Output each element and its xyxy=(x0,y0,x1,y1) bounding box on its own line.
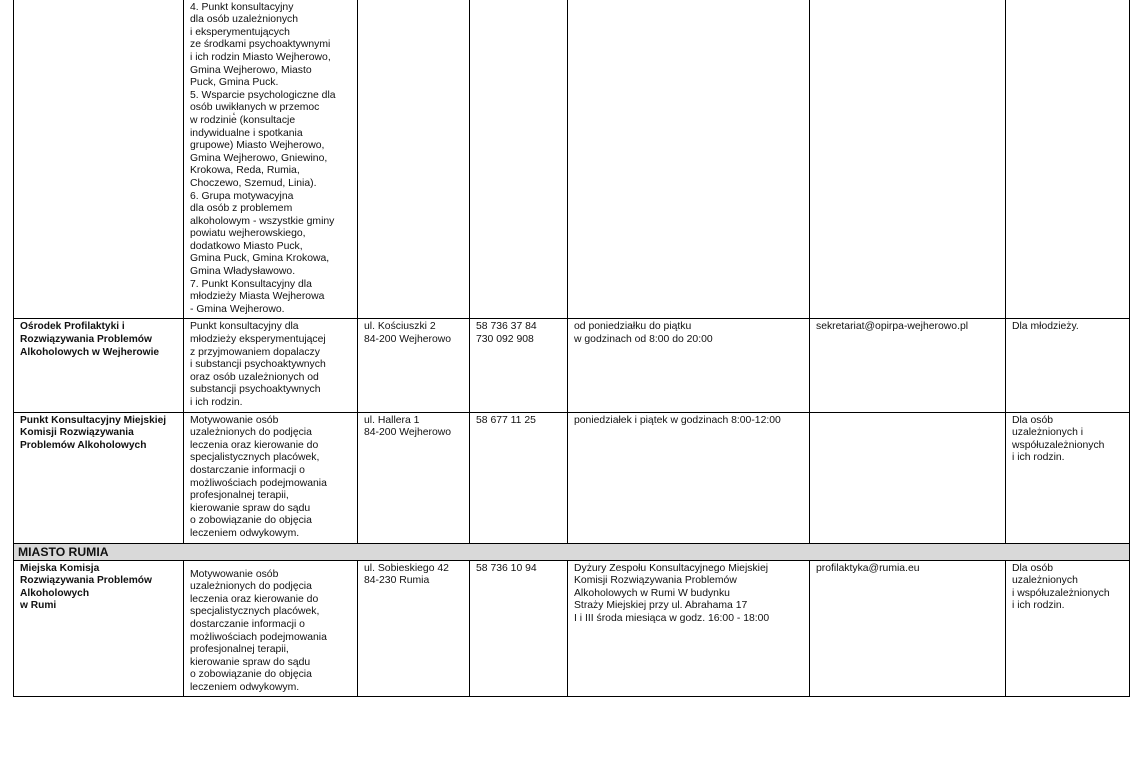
text-line: i współuzależnionych xyxy=(1012,587,1110,599)
text-line: Alkoholowych w Wejherowie xyxy=(20,346,160,358)
table-row xyxy=(14,319,1130,412)
text-line: młodzieży eksperymentującej xyxy=(190,334,326,346)
text-line: Choczewo, Szemud, Linia). xyxy=(190,177,317,189)
text-line: oraz osób uzależnionych od xyxy=(190,371,319,383)
text-line: Problemów Alkoholowych xyxy=(20,439,147,451)
text-line: specjalistycznych placówek, xyxy=(190,452,320,464)
text-line: 4. Punkt konsultacyjny xyxy=(190,1,294,13)
offer-cell xyxy=(184,412,358,543)
text-line: młodzieży Miasta Wejherowa xyxy=(190,291,325,303)
text-line: Straży Miejskiej przy ul. Abrahama 17 xyxy=(574,600,748,612)
text-line: możliwościach podejmowania xyxy=(190,631,327,643)
text-line xyxy=(1016,0,1125,2)
text-line: Alkoholowych xyxy=(20,587,90,599)
text-line: Komisji Rozwiązywania Problemów xyxy=(574,575,737,587)
text-line: uzależnionych xyxy=(1012,575,1078,587)
text-line: leczenia oraz kierowanie do xyxy=(190,439,319,451)
text-line: od poniedziałku do piątku xyxy=(574,321,692,333)
text-line: Gmina Władysławowo. xyxy=(190,266,296,278)
text-line: dla osób z problemem xyxy=(190,203,293,215)
text-line: indywidualne i spotkania xyxy=(190,127,303,139)
text-line: alkoholowym - wszystkie gminy xyxy=(190,215,335,227)
organization-cell xyxy=(14,319,184,412)
text-line: profesjonalnej terapii, xyxy=(190,644,289,656)
text-line: i eksperymentujących xyxy=(190,26,290,38)
text-line: Komisji Rozwiązywania xyxy=(20,427,134,439)
text-line: poniedziałek i piątek w godzinach 8:00-12:00 xyxy=(574,414,781,426)
table-row-continued xyxy=(14,0,1130,319)
text-line: Dla osób xyxy=(1012,562,1054,574)
text-line: Krokowa, Reda, Rumia, xyxy=(190,165,300,177)
support-services-table xyxy=(13,0,1130,697)
text-line: Punkt Konsultacyjny Miejskiej xyxy=(20,414,167,426)
text-line: dostarczanie informacji o xyxy=(190,618,305,630)
email-cell: profilaktyka@rumia.eu xyxy=(810,560,1006,697)
text-line: powiatu wejherowskiego, xyxy=(190,228,306,240)
text-line: w Rumi xyxy=(20,600,57,612)
address-cell xyxy=(358,319,470,412)
offer-cell xyxy=(184,319,358,412)
text-line: ul. Sobieskiego 42 xyxy=(364,562,449,574)
text-line: i ich rodzin. xyxy=(1012,600,1065,612)
text-line: uzależnionych do podjęcia xyxy=(190,427,312,439)
text-line: Gmina Wejherowo, Gniewino, xyxy=(190,152,328,164)
text-line: I i III środa miesiąca w godz. 16:00 - 18:00 xyxy=(574,612,770,624)
text-line: w rodzinie̒ (konsultacje xyxy=(190,114,296,126)
text-line: o zobowiązanie do objęcia xyxy=(190,515,312,527)
text-line: z przyjmowaniem dopalaczy xyxy=(190,346,320,358)
table-row xyxy=(14,412,1130,543)
text-line: Dyżury Zespołu Konsultacyjnego Miejskiej xyxy=(574,562,769,574)
text-line: profesjonalnej terapii, xyxy=(190,490,289,502)
text-line: Dla młodzieży. xyxy=(1012,321,1079,333)
hours-cell xyxy=(568,0,810,319)
offer-cell xyxy=(184,0,358,319)
hours-cell xyxy=(568,319,810,412)
text-line: w godzinach od 8:00 do 20:00 xyxy=(574,334,713,346)
text-line: kierowanie spraw do sądu xyxy=(190,502,311,514)
text-line: dodatkowo Miasto Puck, xyxy=(190,240,303,252)
organization-cell xyxy=(14,560,184,697)
text-line: grupowe) Miasto Wejherowo, xyxy=(190,140,325,152)
text-line: współuzależnionych xyxy=(1012,439,1105,451)
target-group-cell xyxy=(1006,412,1130,543)
text-line: o zobowiązanie do objęcia xyxy=(190,669,312,681)
text-line: Motywowanie osób xyxy=(190,414,279,426)
text-line: Ośrodek Profilaktyki i xyxy=(20,321,125,333)
address-cell xyxy=(358,560,470,697)
text-line: leczenia oraz kierowanie do xyxy=(190,593,319,605)
organization-cell xyxy=(14,412,184,543)
text-line: 58 677 11 25 xyxy=(476,414,536,426)
address-cell xyxy=(358,412,470,543)
text-line: Rozwiązywania Problemów xyxy=(20,334,152,346)
text-line: Punkt konsultacyjny dla xyxy=(190,321,299,333)
text-line: i ich rodzin Miasto Wejherowo, xyxy=(190,51,331,63)
phone-cell xyxy=(470,0,568,319)
text-line: Gmina Puck, Gmina Krokowa, xyxy=(190,253,330,265)
text-line: Gmina Wejherowo, Miasto xyxy=(190,64,312,76)
target-group-cell xyxy=(1006,319,1130,412)
text-line: osób uwikłanych w przemoc xyxy=(190,102,320,114)
text-line: 730 092 908 xyxy=(476,334,534,346)
text-line: uzależnionych i xyxy=(1012,427,1084,439)
text-line: ze środkami psychoaktywnymi xyxy=(190,39,331,51)
section-heading: MIASTO RUMIA xyxy=(14,543,1130,560)
text-line: Rozwiązywania Problemów xyxy=(20,575,152,587)
offer-cell xyxy=(184,560,358,697)
hours-cell xyxy=(568,412,810,543)
text-line: 84-230 Rumia xyxy=(364,575,430,587)
text-line: ul. Kościuszki 2 xyxy=(364,321,436,333)
text-line: Alkoholowych w Rumi W budynku xyxy=(574,587,730,599)
table-row xyxy=(14,560,1130,697)
email-cell xyxy=(810,0,1006,319)
organization-cell xyxy=(14,0,184,319)
text-line: 84-200 Wejherowo xyxy=(364,334,452,346)
text-line: i ich rodzin. xyxy=(190,397,243,408)
text-line: Puck, Gmina Puck. xyxy=(190,77,279,89)
text-line: dostarczanie informacji o xyxy=(190,464,305,476)
text-line: specjalistycznych placówek, xyxy=(190,606,320,618)
phone-cell xyxy=(470,412,568,543)
hours-cell xyxy=(568,560,810,697)
text-line: Dla osób xyxy=(1012,414,1054,426)
text-line: Motywowanie osób xyxy=(190,568,279,580)
text-line: możliwościach podejmowania xyxy=(190,477,327,489)
email-cell: sekretariat@opirpa-wejherowo.pl xyxy=(810,319,1006,412)
text-line: leczeniem odwykowym. xyxy=(190,681,300,693)
text-line: uzależnionych do podjęcia xyxy=(190,581,312,593)
email-cell xyxy=(810,412,1006,543)
phone-cell xyxy=(470,319,568,412)
text-line: 58 736 10 94 xyxy=(476,562,537,574)
phone-cell xyxy=(470,560,568,697)
text-line: substancji psychoaktywnych xyxy=(190,384,321,396)
text-line: i ich rodzin. xyxy=(1012,452,1065,464)
text-line: 6. Grupa motywacyjna xyxy=(190,190,294,202)
text-line: i substancji psychoaktywnych xyxy=(190,359,326,371)
text-line: Miejska Komisja xyxy=(20,562,100,574)
text-line: leczeniem odwykowym. xyxy=(190,527,300,539)
text-line: kierowanie spraw do sądu xyxy=(190,656,311,668)
target-group-cell xyxy=(1006,0,1130,319)
text-line: dla osób uzależnionych xyxy=(190,14,299,26)
text-line: 84-200 Wejherowo xyxy=(364,427,452,439)
text-line: ul. Hallera 1 xyxy=(364,414,420,426)
text-line xyxy=(574,0,805,2)
text-line: 7. Punkt Konsultacyjny dla xyxy=(190,278,312,290)
text-line: 58 736 37 84 xyxy=(476,321,537,333)
target-group-cell xyxy=(1006,560,1130,697)
address-cell xyxy=(358,0,470,319)
text-line: 5. Wsparcie psychologiczne dla xyxy=(190,89,336,101)
section-heading-row xyxy=(14,543,1130,560)
text-line: - Gmina Wejherowo. xyxy=(190,303,285,315)
